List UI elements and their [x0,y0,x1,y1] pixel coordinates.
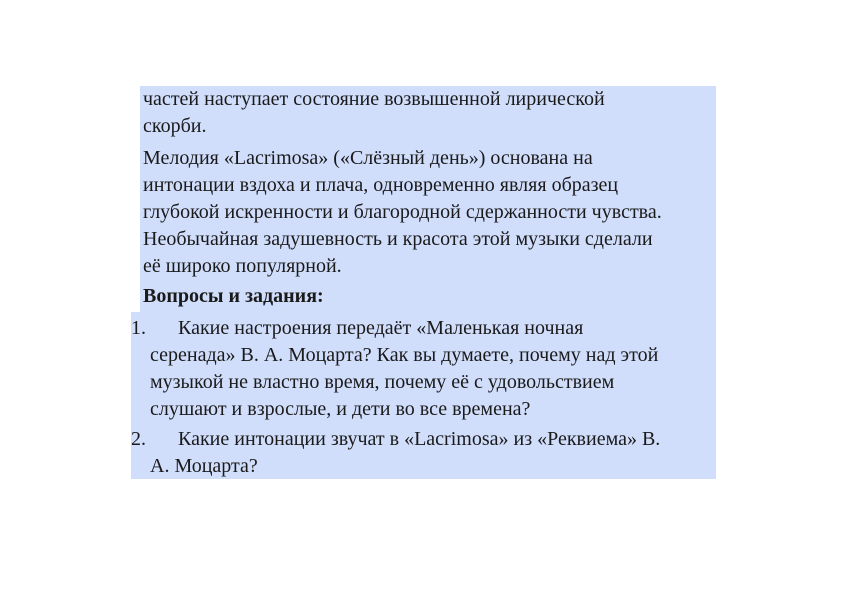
text-line: её широко популярной. [143,255,342,277]
questions-heading [143,283,324,310]
question-item-2 [131,426,716,480]
text-line: Мелодия «Lacrimosa» («Слёзный день») основана на [143,147,593,169]
text-line: интонации вздоха и плача, одновременно являя образец [143,174,619,196]
text-line: Какие интонации звучат в «Lacrimosa» из «Реквиема» В. [178,428,661,450]
paragraph-end [143,86,605,140]
list-number: 2. [131,428,146,450]
text-line: частей наступает состояние возвышенной лирической [143,88,605,110]
question-item-1 [131,315,716,423]
text-line: А. Моцарта? [150,455,258,477]
text-line: глубокой искренности и благородной сдержанности чувства. [143,201,662,223]
text-line: серенада» В. А. Моцарта? Как вы думаете, почему над этой [150,344,659,366]
text-line: Необычайная задушевность и красота этой музыки сделали [143,228,653,250]
heading-text: Вопросы и задания: [143,285,324,307]
text-line: музыкой не властно время, почему её с удовольствием [150,371,615,393]
paragraph-lacrimosa [143,145,662,280]
text-line: скорби. [143,115,207,137]
text-line: слушают и взрослые, и дети во все времена? [150,398,531,420]
text-line: Какие настроения передаёт «Маленькая ночная [178,317,584,339]
list-number: 1. [131,317,146,339]
